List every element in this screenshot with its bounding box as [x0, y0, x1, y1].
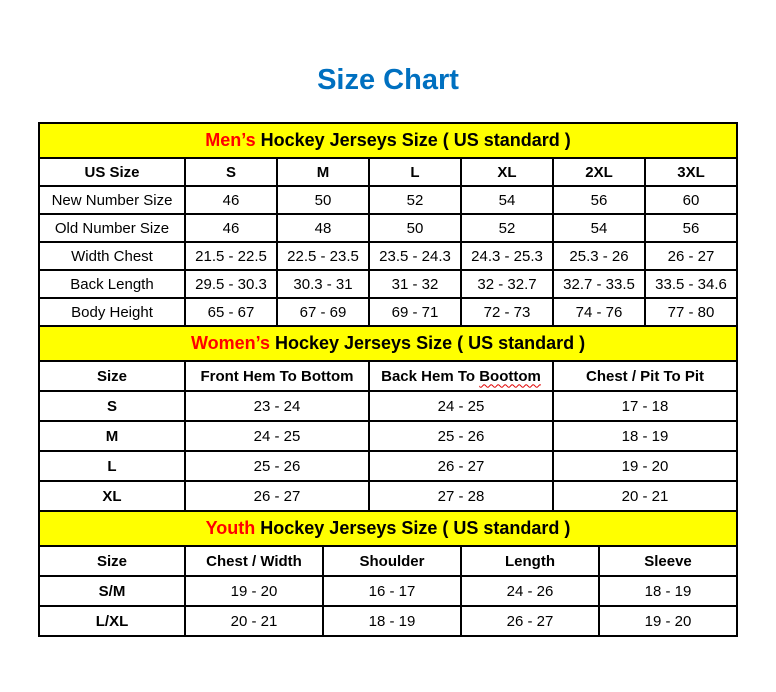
table-row-womens-s: [39, 391, 737, 421]
size-value-cell: 29.5 - 30.3: [185, 270, 277, 298]
size-value-cell: 21.5 - 22.5: [185, 242, 277, 270]
youth-section-header: [39, 511, 737, 546]
size-value-cell: 22.5 - 23.5: [277, 242, 369, 270]
size-value-cell: 52: [369, 186, 461, 214]
size-value-cell: 46: [185, 186, 277, 214]
size-value-cell: 26 - 27: [461, 606, 599, 636]
column-header-sleeve: Sleeve: [599, 546, 737, 576]
size-value-cell: 72 - 73: [461, 298, 553, 326]
table-row-back-length: [39, 270, 737, 298]
size-value-cell: 18 - 19: [323, 606, 461, 636]
size-value-cell: 32.7 - 33.5: [553, 270, 645, 298]
youth-section-band-row: [39, 511, 737, 546]
row-label: XL: [39, 481, 185, 511]
column-header-xl: XL: [461, 158, 553, 186]
column-header-2xl: 2XL: [553, 158, 645, 186]
table-row-youth-sm: [39, 576, 737, 606]
back-hem-misspelled-word: Boottom: [479, 367, 541, 385]
size-value-cell: 32 - 32.7: [461, 270, 553, 298]
table-row-womens-l: [39, 451, 737, 481]
size-value-cell: 27 - 28: [369, 481, 553, 511]
table-row-womens-m: [39, 421, 737, 451]
size-value-cell: 19 - 20: [185, 576, 323, 606]
womens-section-title-text: Hockey Jerseys Size ( US standard ): [269, 333, 586, 353]
size-value-cell: 54: [553, 214, 645, 242]
row-label: S: [39, 391, 185, 421]
size-value-cell: 74 - 76: [553, 298, 645, 326]
womens-section-header: [39, 326, 737, 361]
size-value-cell: 23 - 24: [185, 391, 369, 421]
row-label: L/XL: [39, 606, 185, 636]
mens-section-highlight: Men’s: [205, 130, 256, 150]
row-label: M: [39, 421, 185, 451]
size-value-cell: 67 - 69: [277, 298, 369, 326]
size-value-cell: 16 - 17: [323, 576, 461, 606]
size-value-cell: 50: [369, 214, 461, 242]
back-hem-prefix: Back Hem To: [381, 367, 480, 385]
size-value-cell: 18 - 19: [599, 576, 737, 606]
youth-section-highlight: Youth: [205, 518, 256, 538]
mens-header-row: [39, 158, 737, 186]
size-value-cell: 18 - 19: [553, 421, 737, 451]
size-value-cell: 23.5 - 24.3: [369, 242, 461, 270]
column-header-front-hem: Front Hem To Bottom: [185, 361, 369, 391]
womens-section-highlight: Women’s: [190, 333, 270, 353]
size-value-cell: 17 - 18: [553, 391, 737, 421]
size-value-cell: 31 - 32: [369, 270, 461, 298]
size-chart: [38, 122, 736, 637]
row-label: Old Number Size: [39, 214, 185, 242]
size-value-cell: 48: [277, 214, 369, 242]
mens-section-header: [39, 123, 737, 158]
column-header-3xl: 3XL: [645, 158, 737, 186]
size-value-cell: 24 - 25: [185, 421, 369, 451]
size-value-cell: 24 - 25: [369, 391, 553, 421]
size-value-cell: 24 - 26: [461, 576, 599, 606]
size-value-cell: 46: [185, 214, 277, 242]
column-header-m: M: [277, 158, 369, 186]
size-value-cell: 54: [461, 186, 553, 214]
row-label: L: [39, 451, 185, 481]
row-label: Width Chest: [39, 242, 185, 270]
row-label: Body Height: [39, 298, 185, 326]
table-row-youth-lxl: [39, 606, 737, 636]
youth-size-table: [38, 510, 738, 637]
womens-size-table: [38, 325, 738, 512]
column-header-length: Length: [461, 546, 599, 576]
size-value-cell: 25 - 26: [369, 421, 553, 451]
column-header-us-size: US Size: [39, 158, 185, 186]
table-row-width-chest: [39, 242, 737, 270]
youth-header-row: [39, 546, 737, 576]
youth-section-title-text: Hockey Jerseys Size ( US standard ): [255, 518, 571, 538]
size-value-cell: 19 - 20: [553, 451, 737, 481]
mens-section-band-row: [39, 123, 737, 158]
row-label: S/M: [39, 576, 185, 606]
size-value-cell: 26 - 27: [369, 451, 553, 481]
table-row-body-height: [39, 298, 737, 326]
womens-header-row: [39, 361, 737, 391]
size-value-cell: 26 - 27: [185, 481, 369, 511]
size-value-cell: 25 - 26: [185, 451, 369, 481]
column-header-s: S: [185, 158, 277, 186]
size-value-cell: 20 - 21: [553, 481, 737, 511]
size-value-cell: 26 - 27: [645, 242, 737, 270]
size-value-cell: 56: [553, 186, 645, 214]
size-value-cell: 30.3 - 31: [277, 270, 369, 298]
size-value-cell: 24.3 - 25.3: [461, 242, 553, 270]
row-label: New Number Size: [39, 186, 185, 214]
column-header-l: L: [369, 158, 461, 186]
size-value-cell: 69 - 71: [369, 298, 461, 326]
column-header-back-hem: [369, 361, 553, 391]
column-header-size: Size: [39, 361, 185, 391]
table-row-womens-xl: [39, 481, 737, 511]
womens-section-band-row: [39, 326, 737, 361]
column-header-shoulder: Shoulder: [323, 546, 461, 576]
table-row-old-number-size: [39, 214, 737, 242]
row-label: Back Length: [39, 270, 185, 298]
size-value-cell: 56: [645, 214, 737, 242]
size-value-cell: 19 - 20: [599, 606, 737, 636]
size-value-cell: 33.5 - 34.6: [645, 270, 737, 298]
mens-size-table: [38, 122, 738, 327]
page-title: Size Chart: [317, 64, 459, 96]
size-value-cell: 65 - 67: [185, 298, 277, 326]
size-value-cell: 50: [277, 186, 369, 214]
mens-section-title-text: Hockey Jerseys Size ( US standard ): [255, 130, 571, 150]
size-value-cell: 77 - 80: [645, 298, 737, 326]
column-header-chest-pit: Chest / Pit To Pit: [553, 361, 737, 391]
column-header-size: Size: [39, 546, 185, 576]
column-header-chest-width: Chest / Width: [185, 546, 323, 576]
size-value-cell: 25.3 - 26: [553, 242, 645, 270]
size-value-cell: 20 - 21: [185, 606, 323, 636]
table-row-new-number-size: [39, 186, 737, 214]
size-value-cell: 52: [461, 214, 553, 242]
size-value-cell: 60: [645, 186, 737, 214]
